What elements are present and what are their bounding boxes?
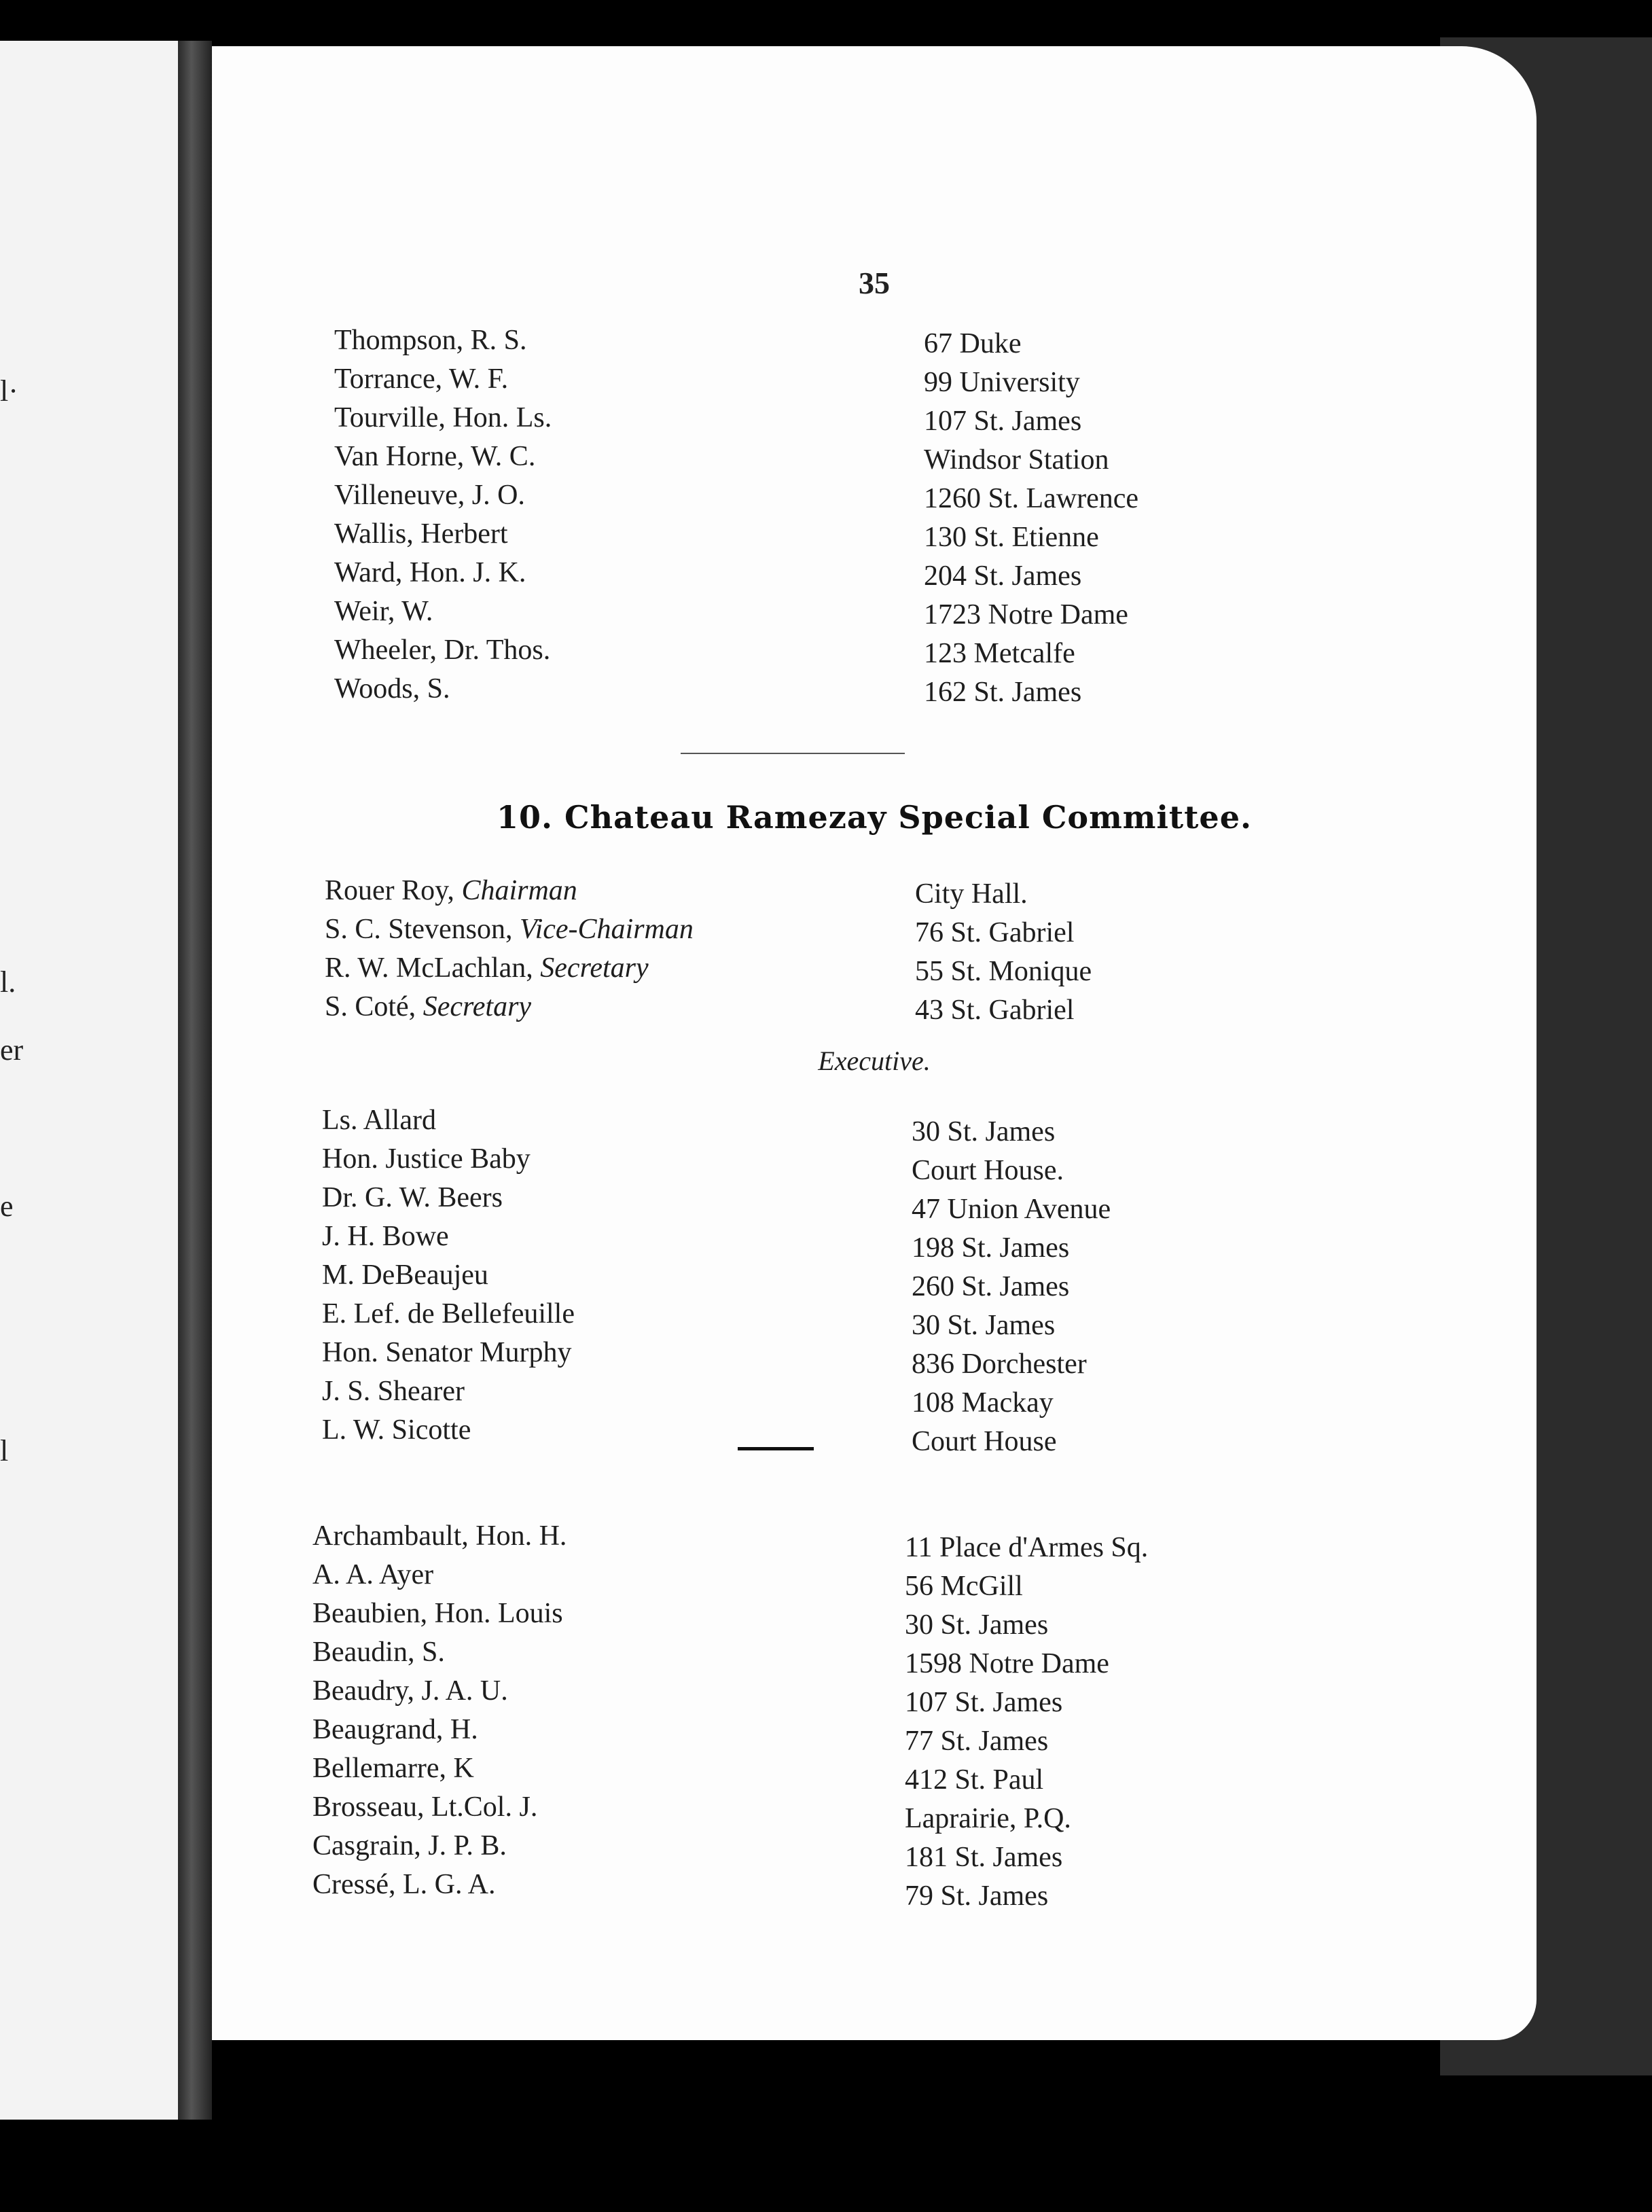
member-name: Archambault, Hon. H.: [312, 1520, 567, 1552]
member-address: 11 Place d'Armes Sq.: [905, 1532, 1149, 1563]
member-name: Beaudry, J. A. U.: [312, 1675, 508, 1707]
section-divider: [681, 753, 905, 754]
officer-role: Chairman: [461, 875, 577, 906]
officer-role: Vice-Chairman: [520, 914, 694, 945]
members-names: [312, 1517, 567, 1904]
member-name: Villeneuve, J. O.: [334, 480, 525, 511]
facing-page-edge: [0, 41, 178, 2120]
executive-label: Executive.: [818, 1046, 931, 1076]
executive-name: M. DeBeaujeu: [322, 1260, 488, 1291]
member-address: 162 St. James: [924, 677, 1082, 708]
executive-address: 198 St. James: [912, 1232, 1070, 1264]
member-address: 204 St. James: [924, 560, 1082, 592]
member-name: Bellemarre, K: [312, 1753, 474, 1784]
executive-address: Court House: [912, 1426, 1057, 1457]
member-address: 123 Metcalfe: [924, 638, 1075, 669]
officer-address: 55 St. Monique: [915, 956, 1092, 987]
member-name: Beaubien, Hon. Louis: [312, 1598, 563, 1629]
member-name: Tourville, Hon. Ls.: [334, 402, 552, 433]
book-spine: [178, 41, 212, 2120]
executive-addresses: [912, 1113, 1111, 1461]
officer-row: [325, 872, 694, 910]
member-address: 1598 Notre Dame: [905, 1648, 1109, 1679]
page-number: 35: [859, 266, 890, 300]
officer-row: [325, 988, 694, 1027]
facing-page-fragment: l: [0, 1434, 9, 1467]
member-name: A. A. Ayer: [312, 1559, 434, 1590]
member-address: 79 St. James: [905, 1880, 1049, 1912]
members-addresses: [905, 1529, 1148, 1916]
officer-row: [325, 949, 694, 988]
member-name: Beaudin, S.: [312, 1637, 445, 1668]
member-address: 1260 St. Lawrence: [924, 483, 1139, 514]
executive-address: 260 St. James: [912, 1271, 1070, 1302]
member-address: 130 St. Etienne: [924, 522, 1099, 553]
facing-page-fragment: l·: [0, 374, 18, 408]
member-name: Casgrain, J. P. B.: [312, 1830, 507, 1861]
member-name: Weir, W.: [334, 596, 433, 627]
executive-address: 30 St. James: [912, 1310, 1056, 1341]
member-address: Laprairie, P.Q.: [905, 1803, 1071, 1834]
executive-address: 108 Mackay: [912, 1387, 1054, 1419]
executive-address: 30 St. James: [912, 1116, 1056, 1147]
members-top-addresses: [924, 325, 1138, 712]
executive-name: Hon. Justice Baby: [322, 1143, 531, 1175]
member-address: 56 McGill: [905, 1571, 1023, 1602]
executive-address: 836 Dorchester: [912, 1349, 1087, 1380]
facing-page-fragment: er: [0, 1033, 24, 1067]
document-page: [212, 46, 1537, 2040]
executive-name: Ls. Allard: [322, 1105, 436, 1136]
member-name: Wallis, Herbert: [334, 518, 508, 550]
officer-name: S. Coté,: [325, 991, 416, 1022]
member-name: Torrance, W. F.: [334, 363, 509, 395]
member-name: Thompson, R. S.: [334, 325, 527, 356]
member-name: Wheeler, Dr. Thos.: [334, 635, 551, 666]
members-top-names: [334, 321, 552, 709]
executive-name: Dr. G. W. Beers: [322, 1182, 503, 1213]
member-address: 99 University: [924, 367, 1080, 398]
facing-page-fragment: l.: [0, 965, 16, 999]
member-name: Brosseau, Lt.Col. J.: [312, 1791, 538, 1823]
member-name: Cressé, L. G. A.: [312, 1869, 496, 1900]
officer-role: Secretary: [540, 952, 649, 984]
executive-name: E. Lef. de Bellefeuille: [322, 1298, 575, 1330]
officer-name: S. C. Stevenson,: [325, 914, 513, 945]
executive-names: [322, 1101, 575, 1450]
executive-name: L. W. Sicotte: [322, 1414, 471, 1446]
member-address: 107 St. James: [905, 1687, 1063, 1718]
member-address: 181 St. James: [905, 1842, 1063, 1873]
officer-name: Rouer Roy,: [325, 875, 454, 906]
executive-name: Hon. Senator Murphy: [322, 1337, 572, 1368]
officer-address: 43 St. Gabriel: [915, 995, 1075, 1026]
officer-address: 76 St. Gabriel: [915, 917, 1075, 948]
member-address: 107 St. James: [924, 406, 1082, 437]
officers-addresses: [915, 875, 1092, 1030]
officer-address: City Hall.: [915, 878, 1028, 910]
member-address: 77 St. James: [905, 1726, 1049, 1757]
executive-address: Court House.: [912, 1155, 1064, 1186]
executive-name: J. H. Bowe: [322, 1221, 449, 1252]
member-name: Ward, Hon. J. K.: [334, 557, 526, 588]
executive-name: J. S. Shearer: [322, 1376, 465, 1407]
facing-page-fragment: e: [0, 1190, 14, 1223]
officers-names: [325, 872, 694, 1027]
member-address: Windsor Station: [924, 444, 1109, 476]
officer-role: Secretary: [423, 991, 532, 1022]
member-name: Woods, S.: [334, 673, 450, 704]
executive-address: 47 Union Avenue: [912, 1194, 1111, 1225]
member-address: 412 St. Paul: [905, 1764, 1044, 1796]
officer-name: R. W. McLachlan,: [325, 952, 533, 984]
member-name: Beaugrand, H.: [312, 1714, 478, 1745]
member-name: Van Horne, W. C.: [334, 441, 536, 472]
committee-heading: 10. Chateau Ramezay Special Committee.: [497, 799, 1252, 836]
officer-row: [325, 910, 694, 949]
member-address: 1723 Notre Dame: [924, 599, 1128, 630]
member-address: 67 Duke: [924, 328, 1022, 359]
member-address: 30 St. James: [905, 1609, 1049, 1641]
section-divider-short: [738, 1447, 814, 1450]
